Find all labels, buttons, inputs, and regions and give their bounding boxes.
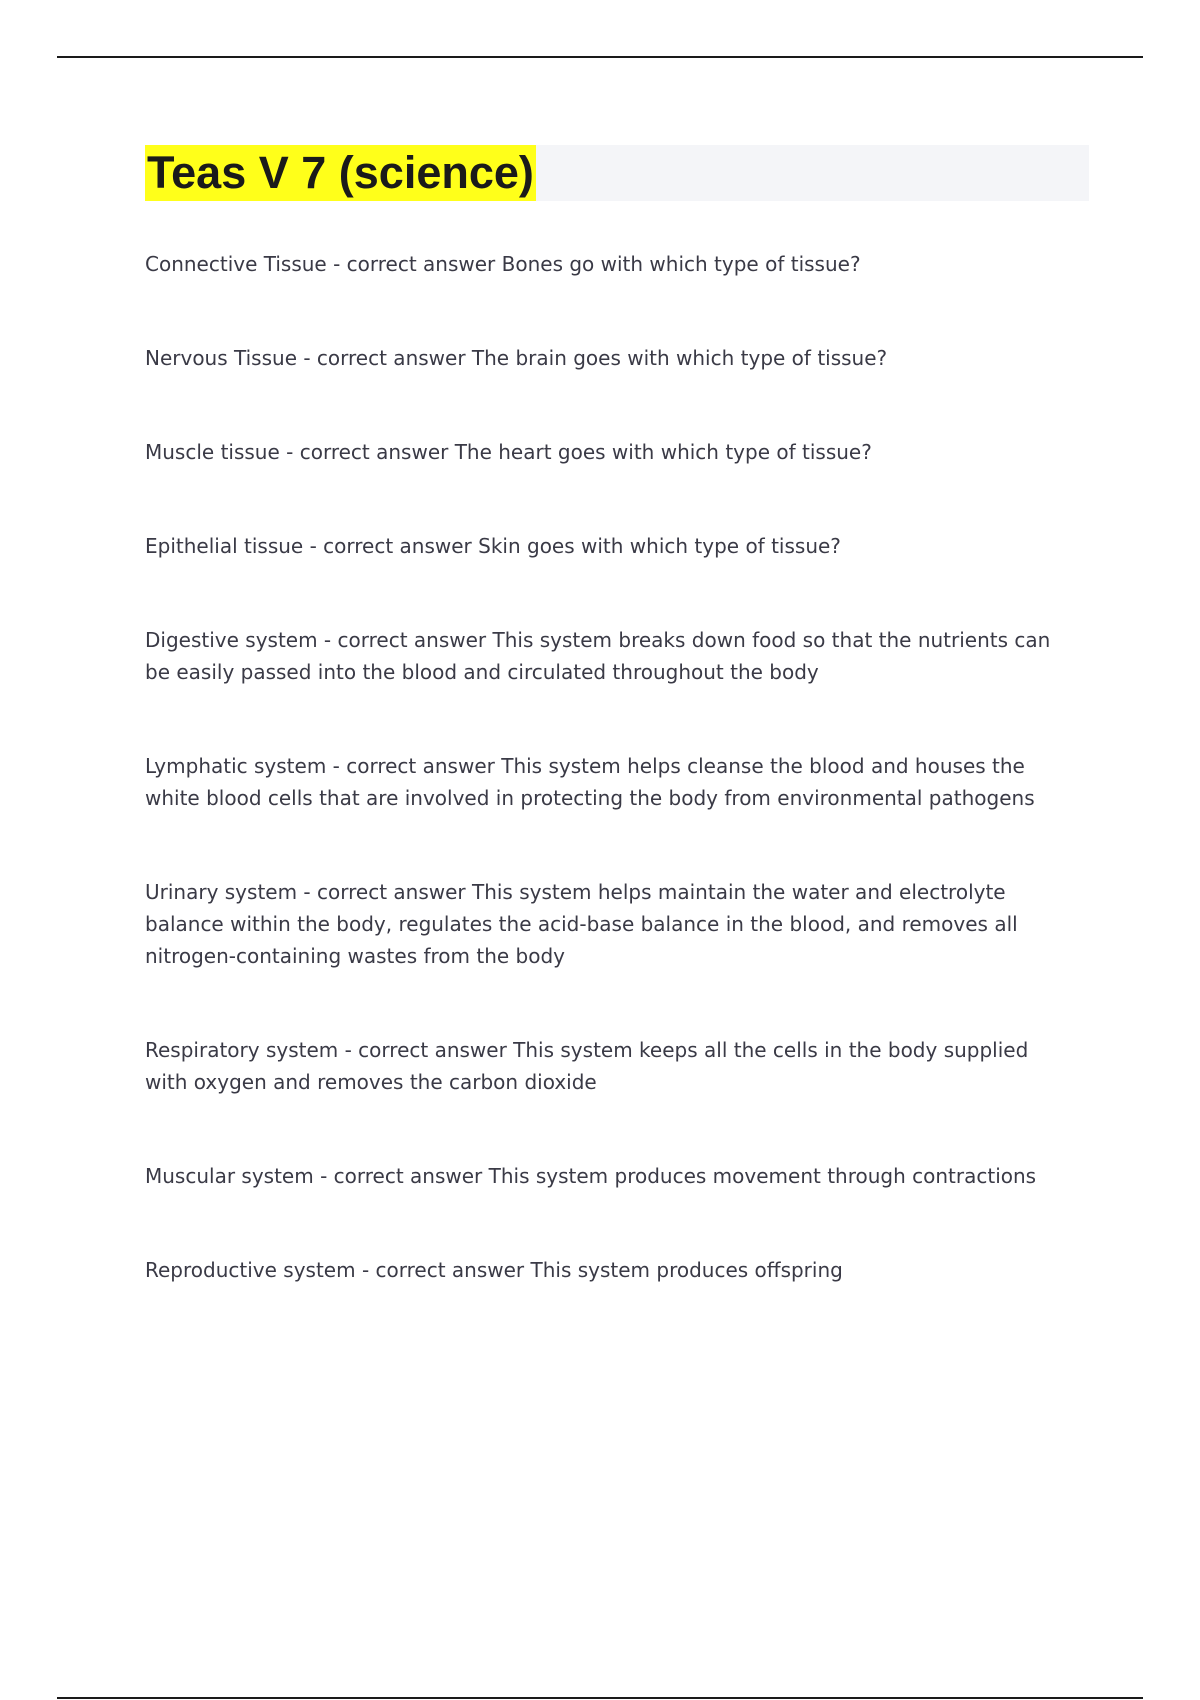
flashcard-entry: Muscular system - correct answer This system produces movement through contractions	[145, 1164, 1037, 1188]
flashcard-list	[145, 248, 1065, 1348]
flashcard-entry: Reproductive system - correct answer This system produces offspring	[145, 1258, 843, 1282]
flashcard-entry: Lymphatic system - correct answer This system helps cleanse the blood and houses the white blood cells that are involved in protecting the body from environmental pathogens	[145, 754, 1035, 810]
flashcard-entry: Connective Tissue - correct answer Bones go with which type of tissue?	[145, 252, 861, 276]
document-title: Teas V 7 (science)	[145, 145, 536, 201]
flashcard-entry: Digestive system - correct answer This system breaks down food so that the nutrients can be easily passed into the blood and circulated throughout the body	[145, 628, 1051, 684]
top-divider	[57, 56, 1143, 58]
flashcard-entry: Respiratory system - correct answer This system keeps all the cells in the body supplied with oxygen and removes the carbon dioxide	[145, 1038, 1029, 1094]
flashcard-entry: Nervous Tissue - correct answer The brain goes with which type of tissue?	[145, 346, 888, 370]
flashcard-entry: Urinary system - correct answer This system helps maintain the water and electrolyte balance within the body, regulates the acid-base balance in the blood, and removes all nitrogen-containing wastes from the body	[145, 880, 1018, 968]
flashcard-entry: Epithelial tissue - correct answer Skin goes with which type of tissue?	[145, 534, 841, 558]
flashcard-entry: Muscle tissue - correct answer The heart goes with which type of tissue?	[145, 440, 872, 464]
bottom-divider	[57, 1697, 1143, 1699]
